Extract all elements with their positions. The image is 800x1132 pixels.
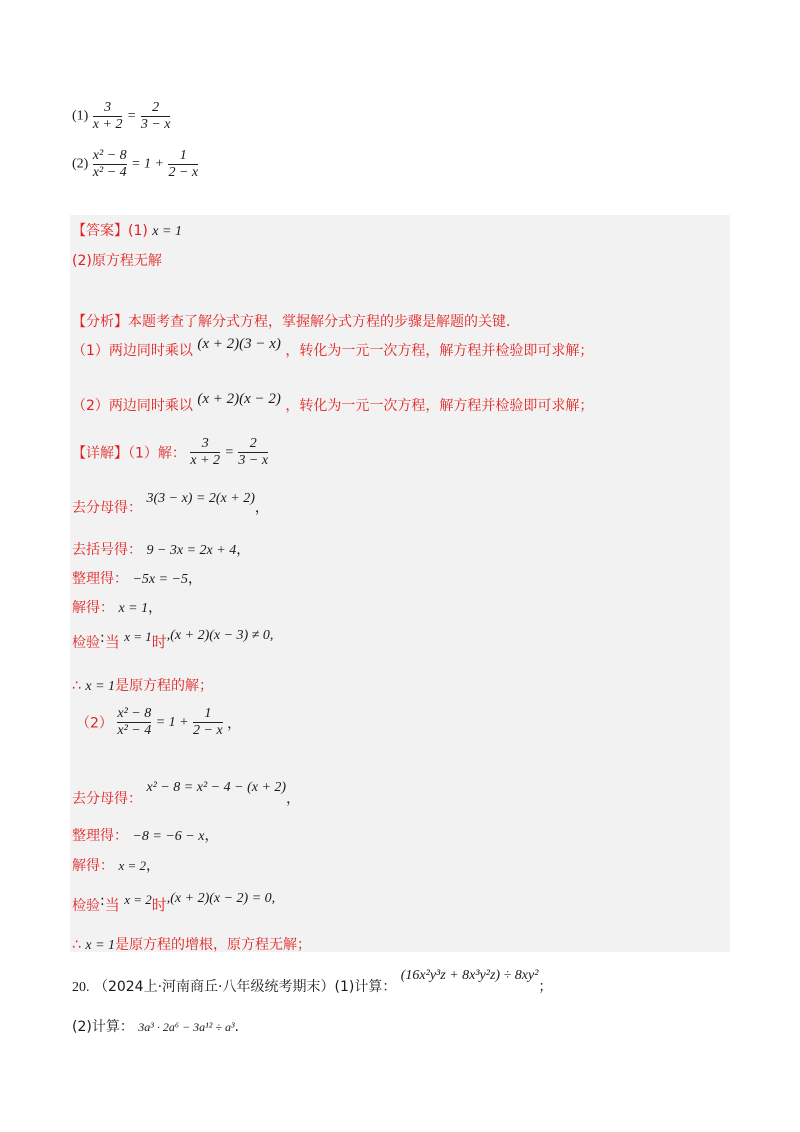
numerator: 1 bbox=[204, 706, 212, 721]
conclusion-1-text: 是原方程的解； bbox=[115, 678, 214, 694]
step-1-label: 去分母得： bbox=[72, 500, 142, 516]
check-1-label: 检验 bbox=[72, 635, 100, 651]
check-1-colon: : bbox=[100, 630, 105, 646]
step-6-label: 整理得： bbox=[72, 828, 128, 844]
step-4-math: x = 1 bbox=[118, 601, 149, 616]
check-1-math: ,(x + 2)(x − 3) ≠ 0, bbox=[166, 628, 274, 643]
check-2-time: 时 bbox=[151, 896, 167, 914]
step-4 bbox=[72, 597, 162, 617]
step-6 bbox=[72, 825, 218, 845]
check-1-x: x = 1 bbox=[124, 629, 152, 644]
analysis-step-1-math: (x + 2)(3 − x) bbox=[197, 336, 281, 352]
problem-2-fraction-left bbox=[93, 148, 127, 181]
problem-1 bbox=[72, 100, 170, 133]
analysis-step-1-prefix: （1）两边同时乘以 bbox=[72, 343, 193, 359]
question-20-part-2-label: (2)计算： bbox=[72, 1019, 134, 1035]
detail-tag: 【详解】 bbox=[72, 445, 128, 462]
step-3-end: ， bbox=[188, 571, 203, 587]
denominator: x² − 4 bbox=[92, 165, 127, 180]
problem-1-label: (1) bbox=[72, 108, 89, 124]
question-20-source: （2024上·河南商丘·八年级统考期末）(1)计算： bbox=[93, 979, 397, 995]
step-7-math: x = 2 bbox=[118, 858, 146, 873]
conclusion-1-math: x = 1 bbox=[85, 679, 116, 694]
denominator: 2 − x bbox=[168, 165, 199, 180]
question-20-expression-2-end: . bbox=[234, 1019, 239, 1035]
analysis-line bbox=[72, 311, 520, 331]
analysis-step-2 bbox=[72, 391, 594, 415]
equals-sign: = bbox=[224, 444, 234, 460]
check-2-math: ,(x + 2)(x − 2) = 0, bbox=[166, 891, 276, 906]
detail-part-1-intro: （1）解： bbox=[128, 445, 186, 462]
numerator: x² − 8 bbox=[92, 148, 127, 163]
analysis-step-2-math: (x + 2)(x − 2) bbox=[197, 391, 281, 407]
detail-equation-1 bbox=[190, 436, 269, 468]
denominator: 2 − x bbox=[193, 723, 223, 738]
analysis-step-2-prefix: （2）两边同时乘以 bbox=[72, 398, 193, 414]
step-4-end: ， bbox=[148, 600, 163, 616]
equals-sign: = bbox=[126, 108, 137, 124]
step-1 bbox=[72, 491, 269, 517]
step-2-label: 去括号得： bbox=[72, 542, 142, 558]
check-1-time: 时 bbox=[151, 633, 167, 651]
detail-2-fraction-right bbox=[193, 706, 223, 739]
check-1 bbox=[72, 628, 274, 652]
check-1-when: 当 bbox=[104, 633, 120, 651]
problem-1-fraction-right bbox=[141, 100, 171, 133]
analysis-text: 本题考查了解分式方程，掌握解分式方程的步骤是解题的关键． bbox=[128, 314, 520, 330]
step-5 bbox=[72, 780, 301, 808]
answer-line-1 bbox=[72, 220, 182, 240]
step-5-math: x² − 8 = x² − 4 − (x + 2) bbox=[146, 780, 287, 795]
analysis-step-1-suffix: ，转化为一元一次方程，解方程并检验即可求解； bbox=[285, 343, 594, 359]
conclusion-2-math: x = 1 bbox=[85, 938, 116, 953]
conclusion-2-text: 是原方程的增根，原方程无解； bbox=[115, 937, 312, 953]
step-4-label: 解得： bbox=[72, 600, 114, 616]
therefore-icon: ∴ bbox=[72, 937, 81, 953]
numerator: 1 bbox=[179, 148, 187, 163]
step-2-math: 9 − 3x = 2x + 4 bbox=[146, 543, 237, 558]
part-2-label: （2） bbox=[76, 715, 113, 732]
detail-equation-2 bbox=[117, 706, 242, 738]
step-3-label: 整理得： bbox=[72, 571, 128, 587]
step-7-label: 解得： bbox=[72, 858, 114, 874]
analysis-step-1 bbox=[72, 336, 594, 360]
check-2-label: 检验 bbox=[72, 898, 100, 914]
detail-2-fraction-left bbox=[117, 706, 151, 739]
step-2 bbox=[72, 539, 250, 559]
denominator: 3 − x bbox=[238, 453, 269, 468]
equation-middle: = 1 + bbox=[131, 156, 164, 172]
answer-tag: 【答案】 bbox=[72, 223, 128, 239]
problem-2 bbox=[72, 148, 198, 181]
analysis-tag: 【分析】 bbox=[72, 314, 128, 330]
step-1-end: ， bbox=[254, 500, 269, 516]
analysis-step-2-suffix: ，转化为一元一次方程，解方程并检验即可求解； bbox=[285, 398, 594, 414]
numerator: 3 bbox=[201, 436, 209, 451]
question-20 bbox=[72, 968, 553, 996]
question-20-expression-1-end: ； bbox=[538, 979, 553, 995]
detail-1-fraction-left bbox=[190, 436, 220, 469]
check-2 bbox=[72, 891, 276, 915]
denominator: 3 − x bbox=[140, 117, 171, 132]
detail-line bbox=[72, 436, 268, 469]
question-20-expression-1: (16x²y³z + 8x³y²z) ÷ 8xy² bbox=[400, 968, 539, 983]
answer-1-label: (1) bbox=[128, 223, 148, 239]
check-2-when: 当 bbox=[104, 896, 120, 914]
problem-2-fraction-right bbox=[168, 148, 198, 181]
step-2-end: ， bbox=[236, 542, 251, 558]
problem-1-fraction-left bbox=[93, 100, 123, 133]
detail-part-2 bbox=[76, 706, 241, 739]
step-7 bbox=[72, 855, 160, 875]
numerator: x² − 8 bbox=[117, 706, 152, 721]
question-20-number: 20. bbox=[72, 980, 90, 995]
step-3-math: −5x = −5 bbox=[132, 572, 189, 587]
step-1-math: 3(3 − x) = 2(x + 2) bbox=[146, 491, 255, 506]
step-5-label: 去分母得： bbox=[72, 791, 142, 807]
therefore-icon: ∴ bbox=[72, 678, 81, 694]
equation-middle: = 1 + bbox=[155, 714, 189, 730]
conclusion-2 bbox=[72, 934, 311, 954]
step-5-end: ， bbox=[286, 791, 301, 807]
problem-2-label: (2) bbox=[72, 156, 89, 172]
check-2-x: x = 2 bbox=[124, 892, 152, 907]
step-7-end: ， bbox=[146, 858, 160, 874]
question-20-part-2 bbox=[72, 1016, 239, 1036]
part-2-end: ， bbox=[227, 715, 242, 732]
conclusion-1 bbox=[72, 675, 213, 695]
step-3 bbox=[72, 568, 202, 588]
denominator: x + 2 bbox=[92, 117, 123, 132]
denominator: x + 2 bbox=[190, 453, 221, 468]
detail-1-fraction-right bbox=[238, 436, 268, 469]
answer-1-math: x = 1 bbox=[152, 224, 182, 239]
check-2-colon: : bbox=[100, 893, 105, 909]
numerator: 2 bbox=[249, 436, 257, 451]
numerator: 3 bbox=[104, 100, 112, 115]
step-6-math: −8 = −6 − x bbox=[132, 829, 205, 844]
step-6-end: ， bbox=[204, 828, 219, 844]
denominator: x² − 4 bbox=[117, 723, 152, 738]
answer-line-2: (2)原方程无解 bbox=[72, 253, 162, 269]
question-20-expression-2: 3a³ · 2a⁶ − 3a¹² ÷ a³ bbox=[138, 1020, 235, 1034]
numerator: 2 bbox=[152, 100, 160, 115]
